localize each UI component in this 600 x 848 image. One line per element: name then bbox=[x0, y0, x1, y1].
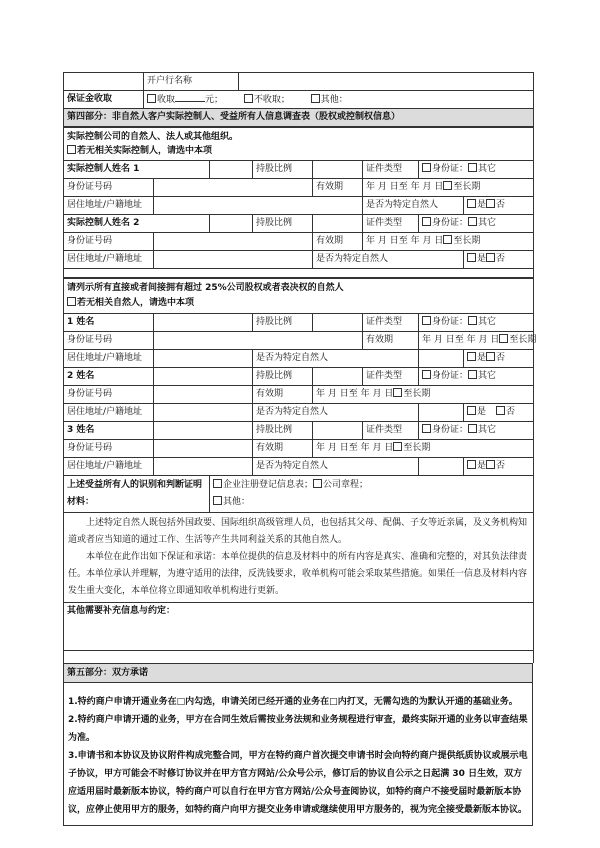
special-person-label: 是否为特定自然人 bbox=[253, 404, 419, 422]
deposit-collect-checkbox[interactable] bbox=[147, 94, 156, 103]
basis-other-checkbox[interactable] bbox=[213, 496, 222, 505]
shareholder-1-row-address bbox=[64, 350, 534, 368]
id-card-checkbox[interactable] bbox=[422, 424, 431, 433]
address-value[interactable] bbox=[154, 458, 253, 476]
statement-guarantee: 本单位在此作出如下保证和承诺：本单位提供的信息及材料中的所有内容是真实、准确和完整的，对其负法律责任。本单位承认并理解，为遵守适用的法律，反洗钱要求，收单机构可能会采取某些措施。如果任一信息及材料内容发生重大变化，本单位将立即通知收单机构进行更新。 bbox=[68, 552, 528, 596]
deposit-options: 收取 元； 不收取； 其他： bbox=[144, 91, 534, 109]
basis-row bbox=[64, 476, 534, 513]
id-type-label: 证件类型 bbox=[363, 161, 419, 179]
special-person-label: 是否为特定自然人 bbox=[253, 350, 419, 368]
no-checkbox[interactable] bbox=[486, 199, 495, 208]
id-type-label: 证件类型 bbox=[363, 422, 419, 440]
id-number-value[interactable] bbox=[154, 332, 363, 350]
bank-label: 开户行名称 bbox=[144, 73, 239, 91]
shareholder-skip-checkbox[interactable] bbox=[67, 297, 76, 306]
special-person-options: 是 否 bbox=[464, 404, 534, 422]
valid-period-value: 年 月 日至 年 月 日 至长期 bbox=[363, 179, 534, 197]
address-value[interactable] bbox=[154, 404, 253, 422]
no-checkbox[interactable] bbox=[486, 253, 495, 262]
address-value[interactable] bbox=[154, 251, 313, 269]
special-person-blank[interactable] bbox=[419, 350, 464, 368]
spacer-row bbox=[64, 269, 534, 278]
special-person-options: 是 否 bbox=[464, 197, 534, 215]
controller-1-row-id bbox=[64, 179, 534, 197]
special-person-blank[interactable] bbox=[419, 404, 464, 422]
controller-2-name-label: 实际控制人姓名 2 bbox=[64, 215, 210, 233]
controller-table bbox=[63, 127, 534, 278]
id-number-value[interactable] bbox=[154, 233, 313, 251]
shareholder-intro: 请列示所有直接或者间接拥有超过 25%公司股权或者表决权的自然人 若无相关自然人，请选中本项 bbox=[64, 279, 534, 314]
share-ratio-label: 持股比例 bbox=[253, 368, 313, 386]
id-number-value[interactable] bbox=[154, 179, 313, 197]
shareholder-table bbox=[63, 278, 537, 663]
basis-options: 企业注册登记信息表； 公司章程； 其他： bbox=[210, 476, 534, 513]
address-value[interactable] bbox=[154, 197, 363, 215]
shareholder-1-name-value[interactable] bbox=[154, 314, 253, 332]
id-number-label: 身份证号码 bbox=[64, 386, 154, 404]
shareholder-2-row-name bbox=[64, 368, 534, 386]
basis-registration-checkbox[interactable] bbox=[213, 479, 222, 488]
shareholder-2-row-address bbox=[64, 404, 534, 422]
controller-2-row-name bbox=[64, 215, 534, 233]
id-type-options: 身份证： 其它 bbox=[419, 314, 534, 332]
valid-period-label: 有效期 bbox=[313, 179, 363, 197]
no-checkbox[interactable] bbox=[496, 406, 505, 415]
part5-table bbox=[63, 663, 533, 826]
deposit-other-checkbox[interactable] bbox=[311, 94, 320, 103]
id-other-checkbox[interactable] bbox=[468, 163, 477, 172]
shareholder-3-row-id bbox=[64, 440, 534, 458]
share-ratio-label: 持股比例 bbox=[253, 161, 313, 179]
valid-period-value: 年 月 日至 年 月 日 至长期 bbox=[313, 440, 534, 458]
id-other-checkbox[interactable] bbox=[468, 316, 477, 325]
deposit-label: 保证金收取 bbox=[64, 91, 144, 109]
no-checkbox[interactable] bbox=[486, 460, 495, 469]
id-number-label: 身份证号码 bbox=[64, 332, 154, 350]
yes-checkbox[interactable] bbox=[467, 352, 476, 361]
deposit-none-checkbox[interactable] bbox=[244, 94, 253, 103]
share-ratio-label: 持股比例 bbox=[253, 314, 313, 332]
term-3: 3.申请书和本协议及协议附件构成完整合同，甲方在特约商户首次提交申请书时会向特约商户提供纸质协议或展示电子协议，甲方可能会不时修订协议并在甲方官方网站/公众号公示，修订后的协议自公示之日起满 30 日生效，双方应适用届时最新版本协议，特约商户可以自行在甲方官方网站/公众号查阅协议，如特约商户不接受届时最新版本协议，应停止使用甲方的服务，如特约商户向甲方提交业务申请或继续使用甲方服务的，视为完全接受最新版本协议。 bbox=[68, 751, 528, 815]
address-label: 居住地址/户籍地址 bbox=[64, 458, 154, 476]
id-type-options: 身份证： 其它 bbox=[419, 161, 534, 179]
shareholder-1-row-id bbox=[64, 332, 534, 350]
spacer-row bbox=[64, 651, 534, 664]
special-person-options: 是 否 bbox=[464, 251, 534, 269]
statement-special-person: 上述特定自然人既包括外国政要、国际组织高级管理人员，也包括其父母、配偶、子女等近亲属，及义务机构知道或者应当知道的通过工作、生活等产生共同利益关系的其他自然人。 bbox=[68, 518, 528, 545]
valid-period-value: 年 月 日至 年 月 日 至长期 bbox=[419, 332, 534, 350]
deposit-amount-field[interactable] bbox=[175, 93, 205, 102]
shareholder-2-name-value[interactable] bbox=[154, 368, 253, 386]
id-type-label: 证件类型 bbox=[363, 215, 419, 233]
top-table bbox=[63, 72, 534, 127]
terms-block bbox=[64, 689, 533, 826]
supplement-field[interactable] bbox=[64, 603, 534, 651]
share-ratio-value[interactable] bbox=[313, 215, 363, 233]
id-other-checkbox[interactable] bbox=[468, 424, 477, 433]
shareholder-1-name-label: 1 姓名 bbox=[64, 314, 154, 332]
controller-2-row-id bbox=[64, 233, 534, 251]
address-label: 居住地址/户籍地址 bbox=[64, 251, 154, 269]
controller-2-name-value[interactable] bbox=[210, 215, 253, 233]
special-person-blank[interactable] bbox=[419, 458, 464, 476]
share-ratio-label: 持股比例 bbox=[253, 422, 313, 440]
share-ratio-label: 持股比例 bbox=[253, 215, 313, 233]
valid-period-label: 有效期 bbox=[313, 233, 363, 251]
yes-checkbox[interactable] bbox=[467, 253, 476, 262]
address-label: 居住地址/户籍地址 bbox=[64, 404, 154, 422]
id-other-checkbox[interactable] bbox=[468, 370, 477, 379]
address-value[interactable] bbox=[154, 350, 253, 368]
shareholder-1-row-name bbox=[64, 314, 534, 332]
shareholder-3-name-value[interactable] bbox=[154, 422, 253, 440]
controller-1-row-name bbox=[64, 161, 534, 179]
long-term-checkbox[interactable] bbox=[443, 235, 452, 244]
bank-value[interactable] bbox=[239, 73, 534, 91]
shareholder-3-name-label: 3 姓名 bbox=[64, 422, 154, 440]
address-label: 居住地址/户籍地址 bbox=[64, 350, 154, 368]
address-label: 居住地址/户籍地址 bbox=[64, 197, 154, 215]
part5-title: 第五部分：双方承诺 bbox=[64, 664, 533, 683]
shareholder-2-row-id bbox=[64, 386, 534, 404]
shareholder-3-row-address bbox=[64, 458, 534, 476]
statement-block bbox=[64, 513, 534, 603]
controller-1-name-value[interactable] bbox=[210, 161, 253, 179]
supplement-label: 其他需要补充信息与约定： bbox=[67, 606, 176, 616]
yes-checkbox[interactable] bbox=[467, 406, 476, 415]
id-number-label: 身份证号码 bbox=[64, 233, 154, 251]
id-number-label: 身份证号码 bbox=[64, 179, 154, 197]
part4-title: 第四部分：非自然人客户实际控制人、受益所有人信息调查表（股权或控制权信息） bbox=[64, 109, 534, 127]
valid-period-label: 有效期 bbox=[253, 440, 313, 458]
yes-checkbox[interactable] bbox=[467, 199, 476, 208]
id-type-options: 身份证： 其它 bbox=[419, 422, 534, 440]
special-person-label: 是否为特定自然人 bbox=[313, 251, 464, 269]
share-ratio-value[interactable] bbox=[313, 161, 363, 179]
blank-cell bbox=[64, 73, 144, 91]
statement-row bbox=[64, 513, 534, 603]
bank-row bbox=[64, 73, 534, 91]
id-card-checkbox[interactable] bbox=[422, 370, 431, 379]
special-person-label: 是否为特定自然人 bbox=[253, 458, 419, 476]
id-number-label: 身份证号码 bbox=[64, 440, 154, 458]
valid-period-value: 年 月 日至 年 月 日 至长期 bbox=[363, 233, 534, 251]
controller-intro: 实际控制公司的自然人、法人或其他组织。 若无相关实际控制人，请选中本项 bbox=[64, 128, 534, 161]
share-ratio-value[interactable] bbox=[313, 422, 363, 440]
id-number-value[interactable] bbox=[154, 440, 253, 458]
long-term-checkbox[interactable] bbox=[393, 442, 402, 451]
share-ratio-value[interactable] bbox=[313, 368, 363, 386]
shareholder-3-row-name bbox=[64, 422, 534, 440]
controller-1-row-address bbox=[64, 197, 534, 215]
no-checkbox[interactable] bbox=[486, 352, 495, 361]
basis-label: 上述受益所有人的识别和判断证明材料： bbox=[64, 476, 210, 513]
deposit-row bbox=[64, 91, 534, 109]
id-type-options: 身份证： 其它 bbox=[419, 368, 534, 386]
id-card-checkbox[interactable] bbox=[422, 316, 431, 325]
special-person-label: 是否为特定自然人 bbox=[363, 197, 464, 215]
id-card-checkbox[interactable] bbox=[422, 163, 431, 172]
long-term-checkbox[interactable] bbox=[499, 334, 508, 343]
id-type-label: 证件类型 bbox=[363, 314, 419, 332]
basis-articles-checkbox[interactable] bbox=[313, 479, 322, 488]
valid-period-label: 有效期 bbox=[363, 332, 419, 350]
controller-skip-checkbox[interactable] bbox=[67, 145, 76, 154]
yes-checkbox[interactable] bbox=[467, 460, 476, 469]
valid-period-value: 年 月 日至 年 月 日 至长期 bbox=[313, 386, 534, 404]
supplement-row bbox=[64, 603, 534, 651]
id-number-value[interactable] bbox=[154, 386, 253, 404]
special-person-options: 是 否 bbox=[464, 458, 534, 476]
term-2: 2.特约商户申请开通的业务，甲方在合同生效后需按业务法规和业务规程进行审查，最终实际开通的业务以审查结果为准。 bbox=[68, 715, 528, 743]
special-person-options: 是 否 bbox=[464, 350, 534, 368]
id-type-options: 身份证： 其它 bbox=[419, 215, 534, 233]
long-term-checkbox[interactable] bbox=[443, 181, 452, 190]
id-type-label: 证件类型 bbox=[363, 368, 419, 386]
application-form bbox=[63, 72, 537, 826]
controller-1-name-label: 实际控制人姓名 1 bbox=[64, 161, 210, 179]
valid-period-label: 有效期 bbox=[253, 386, 313, 404]
id-other-checkbox[interactable] bbox=[468, 217, 477, 226]
long-term-checkbox[interactable] bbox=[393, 388, 402, 397]
id-card-checkbox[interactable] bbox=[422, 217, 431, 226]
term-1: 1.特约商户申请开通业务在□内勾选，申请关闭已经开通的业务在□内打叉，无需勾选的为默认开通的基础业务。 bbox=[68, 697, 518, 707]
controller-2-row-address bbox=[64, 251, 534, 269]
shareholder-2-name-label: 2 姓名 bbox=[64, 368, 154, 386]
share-ratio-value[interactable] bbox=[313, 314, 363, 332]
